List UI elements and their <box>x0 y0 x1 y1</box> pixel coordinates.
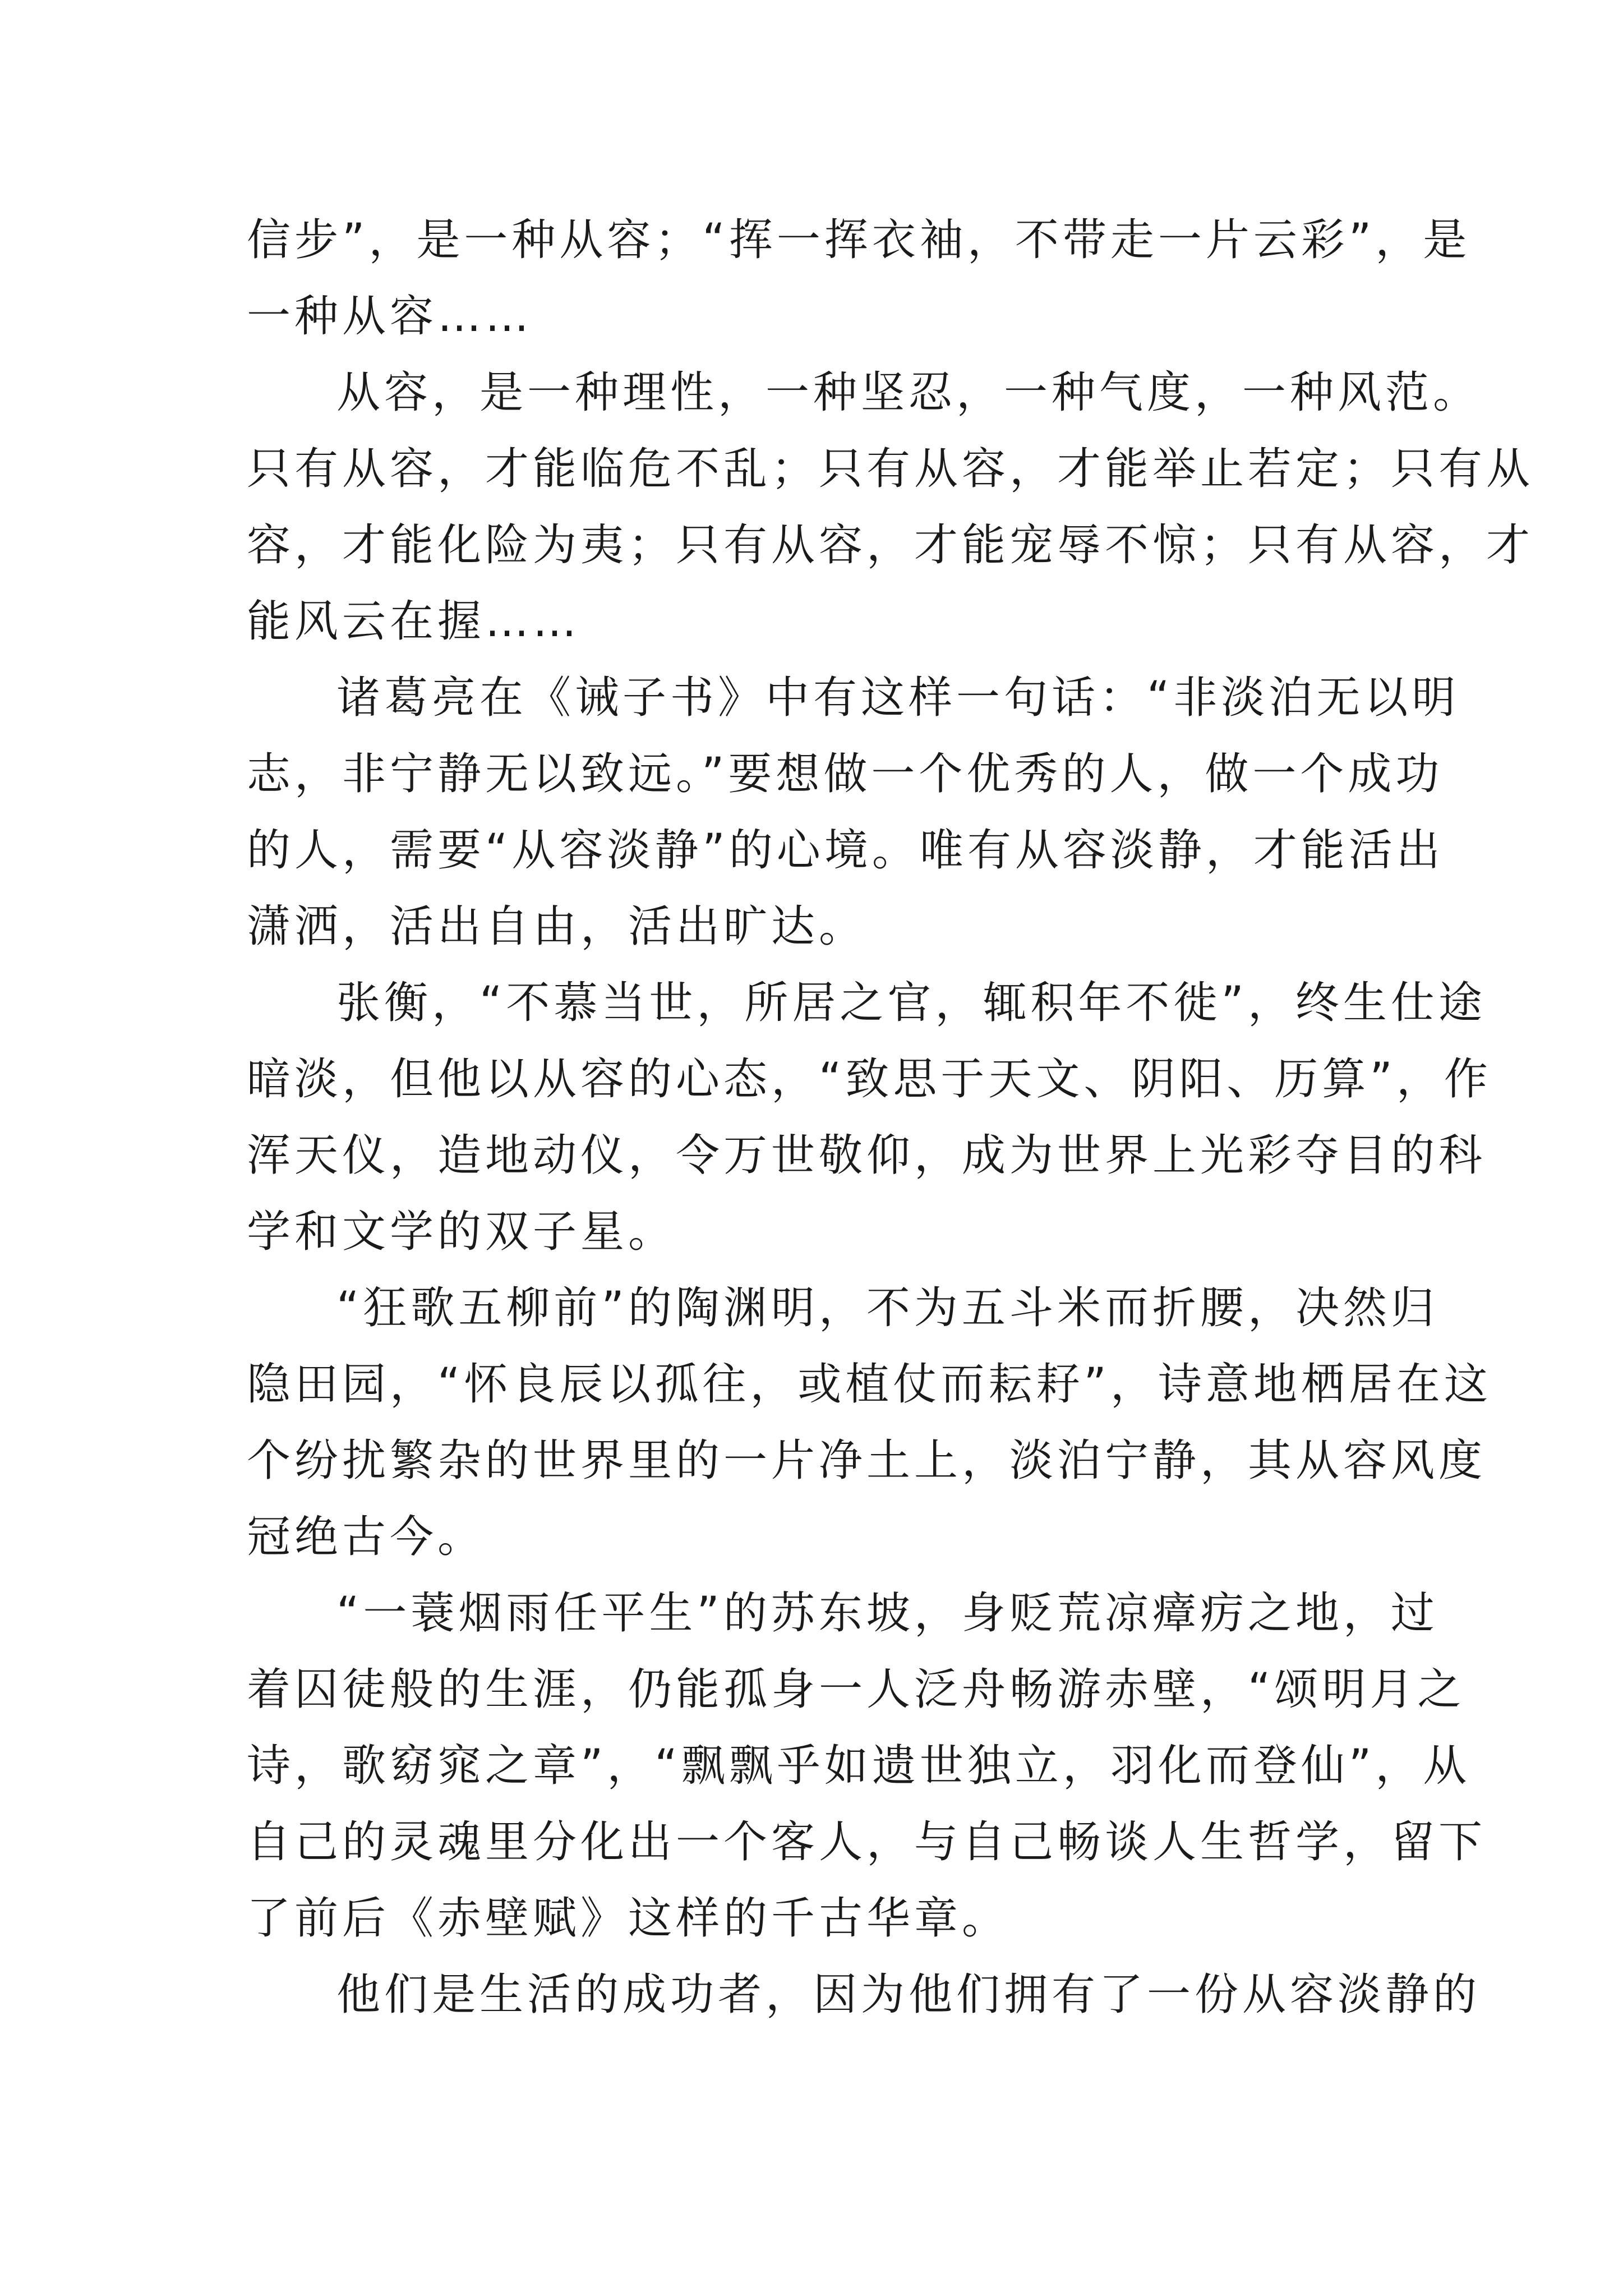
paragraph-6 <box>247 1575 1487 1957</box>
text-line: 着囚徒般的生涯，仍能孤身一人泛舟畅游赤壁，“颂明月之 <box>247 1664 1465 1715</box>
text-line: 诸葛亮在《诫子书》中有这样一句话：“非淡泊无以明 <box>336 673 1460 723</box>
document-body <box>247 202 1534 2033</box>
text-line: 潇洒，活出自由，活出旷达。 <box>247 901 867 952</box>
text-line: 自己的灵魂里分化出一个客人，与自己畅谈人生哲学，留下 <box>247 1817 1487 1867</box>
text-line: 了前后《赤壁赋》这样的千古华章。 <box>247 1893 1010 1944</box>
text-line: 只有从容，才能临危不乱；只有从容，才能举止若定；只有从 <box>247 444 1534 494</box>
text-line: 隐田园，“怀良辰以孤往，或植仗而耘耔”，诗意地栖居在这 <box>247 1359 1492 1410</box>
text-line: 志，非宁静无以致远。”要想做一个优秀的人，做一个成功 <box>247 749 1444 799</box>
text-line: 个纷扰繁杂的世界里的一片净土上，淡泊宁静，其从容风度 <box>247 1435 1487 1486</box>
text-line: 冠绝古今。 <box>247 1512 486 1562</box>
text-line: 容，才能化险为夷；只有从容，才能宠辱不惊；只有从容，才 <box>247 520 1534 570</box>
paragraph-1 <box>247 202 1471 355</box>
text-line: 的人，需要“从容淡静”的心境。唯有从容淡静，才能活出 <box>247 825 1444 876</box>
text-line: 一种从容…… <box>247 291 533 342</box>
text-line: 诗，歌窈窕之章”，“飘飘乎如遗世独立，羽化而登仙”，从 <box>247 1741 1471 1791</box>
text-line: 学和文学的双子星。 <box>247 1207 676 1257</box>
paragraph-4 <box>247 965 1492 1270</box>
text-line: 浑天仪，造地动仪，令万世敬仰，成为世界上光彩夺目的科 <box>247 1130 1487 1181</box>
text-line: 从容，是一种理性，一种坚忍，一种气度，一种风范。 <box>336 367 1481 418</box>
text-line: 张衡，“不慕当世，所居之官，辄积年不徙”，终生仕途 <box>336 978 1486 1028</box>
paragraph-3 <box>247 660 1460 965</box>
text-line: “一蓑烟雨任平生”的苏东坡，身贬荒凉瘴疠之地，过 <box>336 1588 1438 1639</box>
text-line: 信步”，是一种从容；“挥一挥衣袖，不带走一片云彩”，是 <box>247 215 1471 265</box>
paragraph-7 <box>247 1957 1481 2033</box>
paragraph-5 <box>247 1270 1492 1575</box>
text-line: “狂歌五柳前”的陶渊明，不为五斗米而折腰，决然归 <box>336 1283 1438 1333</box>
text-line: 他们是生活的成功者，因为他们拥有了一份从容淡静的 <box>336 1970 1481 2020</box>
text-line: 能风云在握…… <box>247 596 581 647</box>
text-line: 暗淡，但他以从容的心态，“致思于天文、阴阳、历算”，作 <box>247 1054 1492 1105</box>
paragraph-2 <box>247 355 1534 660</box>
